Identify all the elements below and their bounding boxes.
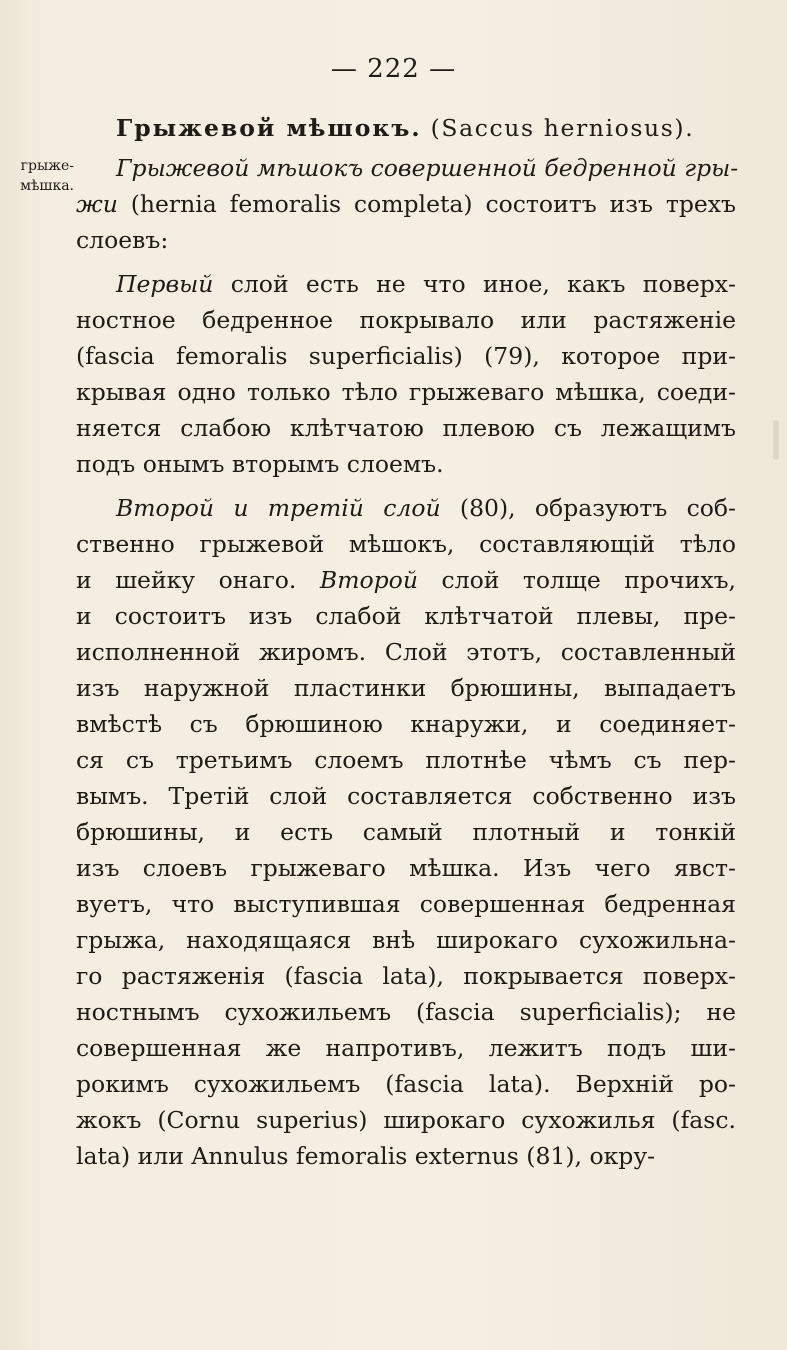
paragraph	[76, 266, 736, 482]
text-line	[76, 1138, 736, 1174]
italic-term: Первый	[116, 270, 214, 298]
text-line	[76, 266, 736, 302]
text-line	[76, 410, 736, 446]
line-text: совершенная же напротивъ, лежитъ подъ ши-	[76, 1034, 736, 1062]
line-text: вымъ. Третій слой составляется собственно изъ	[76, 782, 736, 810]
text-line	[76, 886, 736, 922]
text-line	[76, 222, 736, 258]
line-text: ся съ третьимъ слоемъ плотнѣе чѣмъ съ пер-	[76, 746, 736, 774]
text-line	[76, 958, 736, 994]
text-line	[76, 150, 739, 186]
paragraph-gap	[76, 482, 736, 490]
text-line	[76, 850, 736, 886]
line-text: слоевъ:	[76, 226, 169, 254]
text-line	[76, 814, 736, 850]
text-line	[76, 706, 736, 742]
line-text: грыжа, находящаяся внѣ широкаго сухожильна-	[76, 926, 736, 954]
text-line	[76, 922, 736, 958]
line-text: исполненной жиромъ. Слой этотъ, составленный	[76, 638, 736, 666]
italic-term: Второй и третій слой	[116, 494, 441, 522]
section-title-russian: Грыжевой мѣшокъ.	[116, 114, 422, 142]
margin-note	[2, 156, 74, 196]
line-text: lata) или Annulus femoralis externus (81), окру-	[76, 1142, 656, 1170]
text-line	[76, 562, 736, 598]
section-title-latin: (Saccus herniosus).	[430, 114, 695, 142]
paper-stain	[773, 420, 779, 460]
line-text: брюшины, и есть самый плотный и тонкій	[76, 818, 736, 846]
line-text: ностное бедренное покрывало или растяженіе	[76, 306, 736, 334]
line-text: рокимъ сухожильемъ (fascia lata). Верхній ро-	[76, 1070, 736, 1098]
text-line	[76, 778, 736, 814]
italic-term: Грыжевой мѣшокъ совершенной бедренной гры-	[116, 154, 739, 182]
text-line	[76, 490, 736, 526]
text-line	[76, 994, 736, 1030]
line-text: изъ слоевъ грыжеваго мѣшка. Изъ чего явст-	[76, 854, 736, 882]
line-text: и шейку онаго.	[76, 566, 320, 594]
text-line	[76, 526, 736, 562]
line-text: (hernia femoralis completa) состоитъ изъ трехъ	[117, 190, 736, 218]
line-text: (fascia femoralis superficialis) (79), которое при-	[76, 342, 736, 370]
text-line	[76, 338, 736, 374]
line-text: вуетъ, что выступившая совершенная бедренная	[76, 890, 736, 918]
line-text: изъ наружной пластинки брюшины, выпадаетъ	[76, 674, 736, 702]
line-text: (80), образуютъ соб-	[440, 494, 736, 522]
text-line	[76, 374, 736, 410]
text-line	[76, 186, 736, 222]
text-line	[76, 1102, 736, 1138]
page-number: — 222 —	[330, 54, 457, 84]
paragraph-gap	[76, 258, 736, 266]
line-text: няется слабою клѣтчатою плевою съ лежащимъ	[76, 414, 736, 442]
italic-term: Второй	[319, 566, 418, 594]
line-text: ностнымъ сухожильемъ (fascia superficialis); не	[76, 998, 736, 1026]
section-title	[76, 110, 736, 148]
line-text: подъ онымъ вторымъ слоемъ.	[76, 450, 444, 478]
text-line	[76, 1066, 736, 1102]
paragraph	[76, 490, 736, 1174]
line-text: жокъ (Cornu superius) широкаго сухожилья (fasc.	[76, 1106, 736, 1134]
italic-term: жи	[76, 190, 118, 218]
text-line	[76, 634, 736, 670]
line-text: и состоитъ изъ слабой клѣтчатой плевы, пре-	[76, 602, 736, 630]
line-text: го растяженія (fascia lata), покрывается поверх-	[76, 962, 736, 990]
paragraphs	[76, 150, 739, 1174]
margin-note-line: грыже-	[20, 158, 74, 174]
text-line	[76, 742, 736, 778]
line-text: крывая одно только тѣло грыжеваго мѣшка, соеди-	[76, 378, 736, 406]
line-text: ственно грыжевой мѣшокъ, составляющій тѣло	[76, 530, 736, 558]
text-line	[76, 446, 736, 482]
text-line	[76, 1030, 736, 1066]
margin-note-line: мѣшка.	[20, 178, 74, 194]
text-line	[76, 598, 736, 634]
line-text: вмѣстѣ съ брюшиною кнаружи, и соединяет-	[76, 710, 736, 738]
line-text: слой толще прочихъ,	[417, 566, 736, 594]
line-text: слой есть не что иное, какъ поверх-	[213, 270, 736, 298]
text-line	[76, 670, 736, 706]
paragraph	[76, 150, 739, 258]
text-line	[76, 302, 736, 338]
body-text	[76, 110, 739, 1174]
